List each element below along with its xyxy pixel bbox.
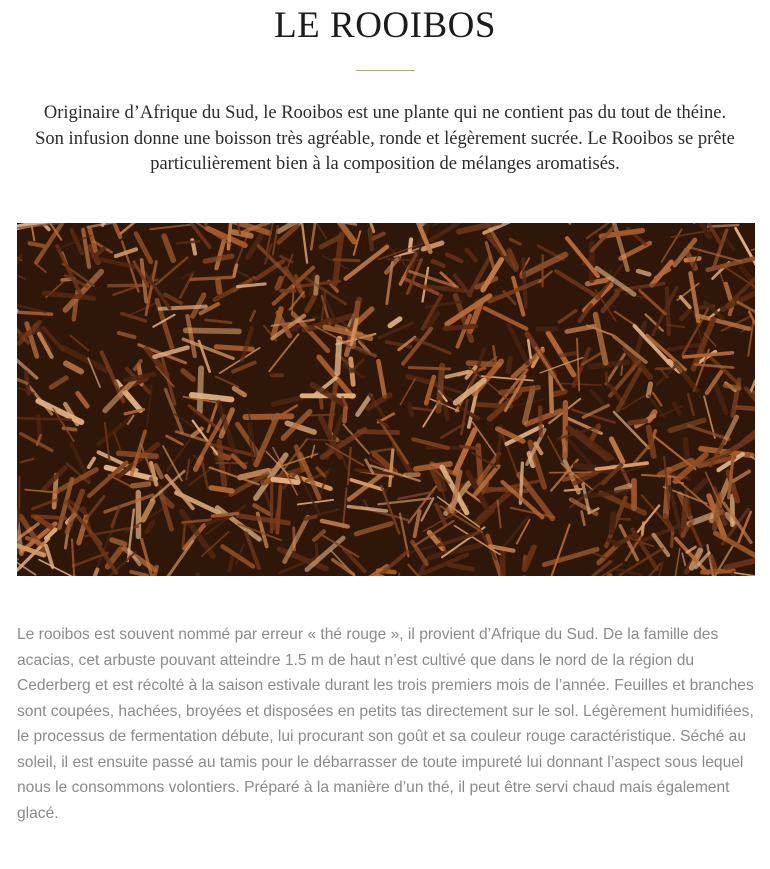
page-title: LE ROOIBOS bbox=[274, 5, 496, 46]
intro-paragraph: Originaire d’Afrique du Sud, le Rooibos est une plante qui ne contient pas du tout de théine. Son infusion donne une boisson très agréable, ronde et légèrement sucrée. Le Rooibos se prête particulièrement bien à la composition de mélanges aromatisés. bbox=[35, 103, 735, 174]
rooibos-photo bbox=[17, 223, 755, 576]
title-divider bbox=[356, 70, 415, 71]
body-paragraph: Le rooibos est souvent nommé par erreur « thé rouge », il provient d’Afrique du Sud. De la famille des acacias, cet arbuste pouvant atteindre 1.5 m de haut n’est cultivé que dans le nord de la région du Cederberg et est récolté à la saison estivale durant les trois premiers mois de l’année. Feuilles et branches sont coupées, hachées, broyées et disposées en petits tas directement sur le sol. Légèrement humidifiées, le processus de fermentation débute, lui procurant son goût et sa couleur rouge caractéristique. Séché au soleil, il est ensuite passé au tamis pour le débarrasser de toute impureté lui donnant l’aspect sous lequel nous le consommons volontiers. Préparé à la manière d’un thé, il peut être servi chaud mais également glacé. bbox=[17, 626, 754, 822]
